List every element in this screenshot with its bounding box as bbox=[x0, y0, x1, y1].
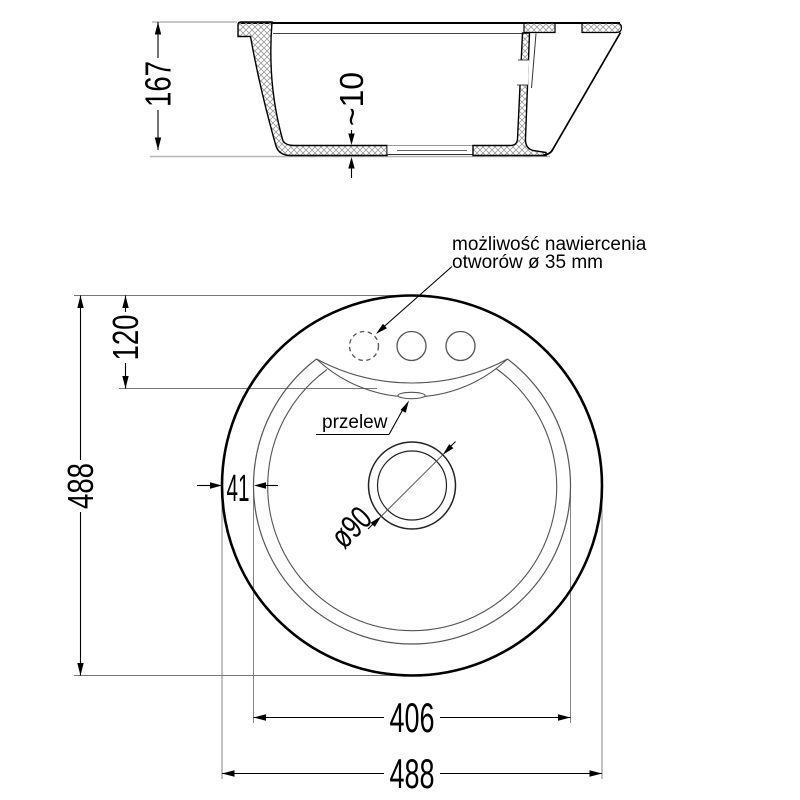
faucet-holes bbox=[350, 332, 476, 361]
rim-bar-section bbox=[524, 23, 622, 33]
dim-bottom-thickness bbox=[333, 72, 370, 178]
dim-bowl-diameter bbox=[254, 694, 571, 741]
dim-ledge-offset bbox=[105, 296, 146, 389]
right-wall-section bbox=[473, 33, 546, 156]
plan-view bbox=[60, 234, 647, 797]
overflow-hole-section bbox=[517, 60, 529, 85]
dim-ledge-offset-label: 120 bbox=[105, 300, 146, 361]
outer-shell-right bbox=[543, 33, 621, 156]
dim-depth-label: 167 bbox=[137, 46, 179, 107]
optional-drill-hole bbox=[350, 332, 379, 361]
bowl-rim-arc bbox=[254, 359, 571, 644]
overflow-callout bbox=[316, 401, 409, 435]
drill-note-line1: możliwość nawiercenia bbox=[452, 234, 647, 255]
dim-bottom-thickness-label: ~10 bbox=[333, 70, 370, 126]
drain-recess-section bbox=[387, 146, 473, 155]
drain bbox=[323, 442, 455, 555]
cross-section-view bbox=[138, 22, 622, 178]
dim-overall-width bbox=[222, 750, 602, 797]
dim-depth-167 bbox=[138, 22, 179, 150]
ledge-lower-arc bbox=[317, 359, 508, 397]
dim-overall-height bbox=[60, 296, 101, 676]
overflow-slot bbox=[398, 392, 425, 398]
faucet-hole-center bbox=[397, 332, 426, 361]
dim-overall-height-label: 488 bbox=[60, 448, 101, 509]
dim-bowl-diameter-label: 406 bbox=[389, 694, 435, 741]
overflow-channel-line bbox=[532, 34, 537, 89]
dim-overall-width-label: 488 bbox=[389, 750, 435, 797]
faucet-hole-right bbox=[446, 332, 475, 361]
dim-rim-width bbox=[197, 468, 278, 510]
drill-note bbox=[376, 234, 647, 334]
drill-note-line2: otworów ø 35 mm bbox=[452, 252, 603, 273]
drain-diameter-label: ø90 bbox=[323, 488, 390, 555]
dim-rim-width-label: 41 bbox=[226, 468, 250, 510]
overflow-label: przelew bbox=[322, 412, 388, 433]
bowl-inner-arc bbox=[268, 369, 557, 631]
